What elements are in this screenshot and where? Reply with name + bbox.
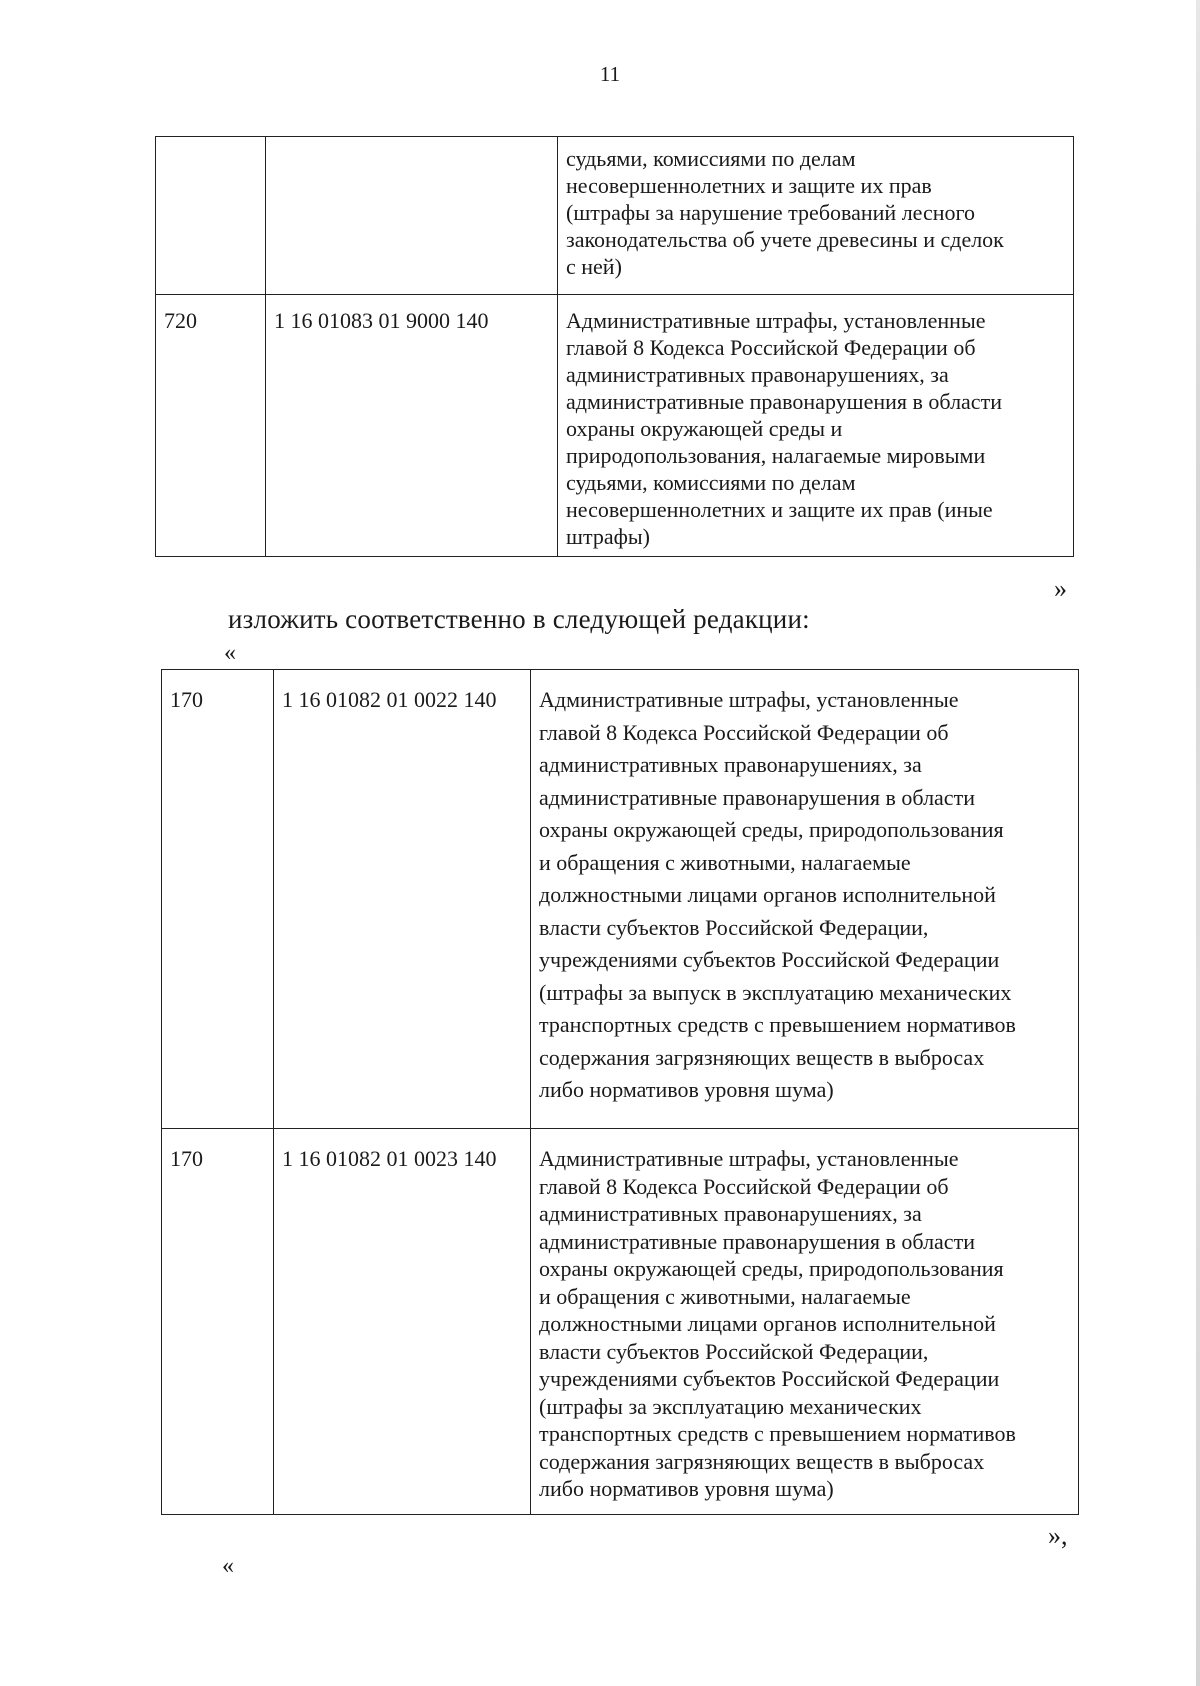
- code-cell: [156, 137, 266, 295]
- table-row: [156, 295, 1074, 557]
- description-cell: [531, 670, 1079, 1129]
- code-cell: [162, 1129, 274, 1515]
- scan-edge-artifact: [1196, 0, 1200, 1686]
- income-description: Административные штрафы, установленные главой 8 Кодекса Российской Федерации об административных правонарушениях, за административные правонарушения в области охраны окружающей среды, природопользования и обращения с животными, налагаемые должностными лицами органов исполнительной власти субъектов Российской Федерации, учреждениями субъектов Российской Федерации (штрафы за эксплуатацию механических транспортных средств с превышением нормативов содержания загрязняющих веществ в выбросах либо нормативов уровня шума): [539, 1146, 1016, 1501]
- table-row: [162, 670, 1079, 1129]
- kbk-code: [266, 137, 557, 151]
- budget-codes-table-new: [161, 669, 1079, 1515]
- admin-code: [156, 137, 265, 151]
- opening-quote: «: [224, 640, 236, 666]
- opening-quote: «: [222, 1553, 234, 1579]
- page-number: 11: [599, 62, 621, 86]
- closing-quote: »,: [1048, 1521, 1068, 1550]
- table-row: [162, 1129, 1079, 1515]
- table-row: [156, 137, 1074, 295]
- code-cell: [156, 295, 266, 557]
- kbk-code: 1 16 01082 01 0022 140: [282, 687, 497, 712]
- closing-quote: »: [1054, 574, 1067, 603]
- code-cell: [162, 670, 274, 1129]
- income-description: судьями, комиссиями по делам несовершеннолетних и защите их прав (штрафы за нарушение требований лесного законодательства об учете древесины и сделок с ней): [566, 146, 1004, 279]
- description-cell: [558, 295, 1074, 557]
- kbk-cell: [266, 137, 558, 295]
- kbk-cell: [274, 1129, 531, 1515]
- kbk-cell: [266, 295, 558, 557]
- amendment-instruction: изложить соответственно в следующей редакции:: [228, 604, 810, 634]
- income-description: Административные штрафы, установленные главой 8 Кодекса Российской Федерации об административных правонарушениях, за административные правонарушения в области охраны окружающей среды, природопользования и обращения с животными, налагаемые должностными лицами органов исполнительной власти субъектов Российской Федерации, учреждениями субъектов Российской Федерации (штрафы за выпуск в эксплуатацию механических транспортных средств с превышением нормативов содержания загрязняющих веществ в выбросах либо нормативов уровня шума): [539, 687, 1016, 1102]
- admin-code: 170: [170, 1146, 203, 1171]
- budget-codes-table-previous: [155, 136, 1074, 557]
- income-description: Административные штрафы, установленные главой 8 Кодекса Российской Федерации об административных правонарушениях, за административные правонарушения в области охраны окружающей среды и природопользования, налагаемые мировыми судьями, комиссиями по делам несовершеннолетних и защите их прав (иные штрафы): [566, 308, 1002, 549]
- description-cell: [531, 1129, 1079, 1515]
- kbk-code: 1 16 01082 01 0023 140: [282, 1146, 497, 1171]
- kbk-cell: [274, 670, 531, 1129]
- admin-code: 720: [164, 308, 197, 333]
- kbk-code: 1 16 01083 01 9000 140: [274, 308, 489, 333]
- admin-code: 170: [170, 687, 203, 712]
- description-cell: [558, 137, 1074, 295]
